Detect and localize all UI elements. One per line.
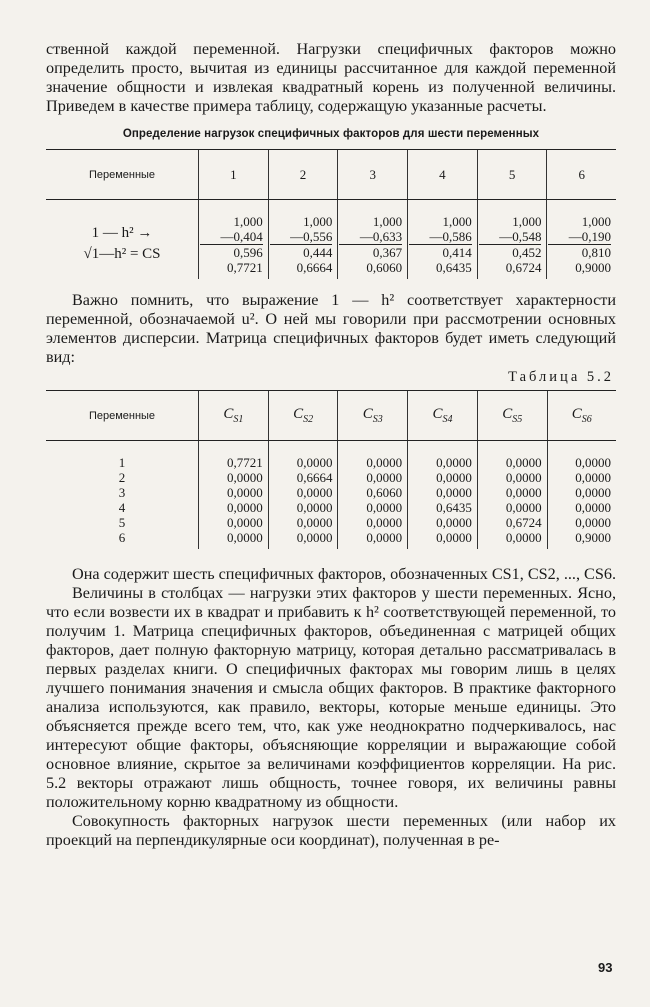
cell-value: 0,9000 xyxy=(575,260,611,275)
cell-value: 0,0000 xyxy=(505,470,542,485)
cell-value: —0,633 xyxy=(339,229,402,245)
table2-cell xyxy=(547,441,616,550)
cell-value: 0,0000 xyxy=(505,485,542,500)
cell-value: 0,6724 xyxy=(505,260,542,275)
cell-value: 0,0000 xyxy=(296,485,333,500)
cell-value: 0,6664 xyxy=(296,260,333,275)
table2-cell xyxy=(338,441,408,550)
cell-value: 0,0000 xyxy=(575,515,611,530)
table1-col-header: 1 xyxy=(199,150,269,200)
table2-cell xyxy=(199,441,269,550)
cell-value: 0,0000 xyxy=(575,470,611,485)
row-label: 1 xyxy=(118,455,126,470)
table2-cell xyxy=(268,441,338,550)
cell-value: 0,810 xyxy=(581,245,611,260)
table1 xyxy=(46,149,616,279)
table2-row-labels xyxy=(46,441,199,550)
row-label: 5 xyxy=(118,515,126,530)
paragraph-intro: ственной каждой переменной. Нагрузки специфичных факторов можно определить просто, вычитая из единицы рассчитанное для каждой переменной значение общности и извлекая квадратный корень из полученной величины. Приведем в качестве примера таблицу, содержащую указанные расчеты. xyxy=(46,40,616,115)
row-label: 3 xyxy=(118,485,126,500)
cell-value: —0,190 xyxy=(548,229,611,245)
table1-cell xyxy=(338,200,408,280)
cell-value: 0,0000 xyxy=(226,530,263,545)
table1-cell xyxy=(408,200,478,280)
paragraph-six-factors: Она содержит шесть специфичных факторов, обозначенных CS1, CS2, ..., CS6. xyxy=(72,565,616,583)
cell-value: —0,548 xyxy=(479,229,542,245)
cell-value: 0,6435 xyxy=(436,260,472,275)
page-number: 93 xyxy=(598,960,613,975)
cell-value: 0,7721 xyxy=(226,455,263,470)
row-label-one-minus-h2: 1 — h² → xyxy=(91,225,153,241)
cell-value: 0,9000 xyxy=(575,530,611,545)
cell-value: 0,0000 xyxy=(366,470,403,485)
table2-col-header: $C_{S3}$ xyxy=(338,391,408,441)
cell-value: 1,000 xyxy=(303,214,333,229)
cell-value: 1,000 xyxy=(442,214,472,229)
cell-value: —0,404 xyxy=(200,229,263,245)
row-label: 2 xyxy=(118,470,126,485)
cell-value: —0,556 xyxy=(270,229,333,245)
table1-header-row xyxy=(46,150,616,200)
paragraph-continuation: Совокупность факторных нагрузок шести переменных (или набор их проекций на перпендикулярные оси координат), полученная в ре- xyxy=(46,812,616,849)
cell-value: 0,0000 xyxy=(366,500,403,515)
cell-value: 0,0000 xyxy=(296,530,333,545)
table2-col-header: $C_{S4}$ xyxy=(408,391,478,441)
cell-value: 0,6060 xyxy=(366,260,403,275)
cell-value: 0,0000 xyxy=(296,500,333,515)
table2-cell xyxy=(477,441,547,550)
cell-value: 0,0000 xyxy=(505,500,542,515)
cell-value: 0,0000 xyxy=(366,530,403,545)
table1-cell xyxy=(547,200,616,280)
cell-value: 0,0000 xyxy=(436,485,472,500)
table1-cell xyxy=(477,200,547,280)
cell-value: 1,000 xyxy=(233,214,263,229)
cell-value: 0,0000 xyxy=(226,470,263,485)
table2-col-header: $C_{S5}$ xyxy=(477,391,547,441)
cell-value: 0,7721 xyxy=(226,260,263,275)
table1-header-label: Переменные xyxy=(46,150,199,200)
table1-col-header: 6 xyxy=(547,150,616,200)
cell-value: 0,0000 xyxy=(575,455,611,470)
row-label-sqrt-cs: √1—h² = CS xyxy=(83,246,161,262)
table1-col-header: 2 xyxy=(268,150,338,200)
table1-row-labels xyxy=(46,200,199,280)
table1-caption: Определение нагрузок специфичных факторов для шести переменных xyxy=(122,128,540,140)
table2-col-header: $C_{S6}$ xyxy=(547,391,616,441)
cell-value: 0,0000 xyxy=(226,515,263,530)
paragraph-loadings: Величины в столбцах — нагрузки этих факторов у шести переменных. Ясно, что если возвести их в квадрат и прибавить к h² соответствующей переменной, то получим 1. Матрица специфичных факторов, объединенная с матрицей общих факторов, дает полную факторную матрицу, которая детально рассматривалась в первых разделах книги. О специфичных факторах мы говорим лишь в целях лучшего понимания значения и смысла общих факторов. В практике факторного анализа используются, как правило, векторы, которые меньше единицы. Это объясняется прежде всего тем, что, как уже неоднократно подчеркивалось, нас интересуют общие факторы, объясняющие корреляции и выражающие собой основное влияние, скрытое за величинами коэффициентов корреляции. На рис. 5.2 векторы отражают лишь общность, точнее говоря, их величины равны положительному корню квадратному из общности. xyxy=(46,584,616,811)
table1-col-header: 3 xyxy=(338,150,408,200)
row-label: 4 xyxy=(118,500,126,515)
cell-value: —0,586 xyxy=(409,229,472,245)
table2-cell xyxy=(408,441,478,550)
cell-value: 0,0000 xyxy=(296,515,333,530)
cell-value: 0,0000 xyxy=(436,530,472,545)
cell-value: 0,0000 xyxy=(505,455,542,470)
cell-value: 0,0000 xyxy=(505,530,542,545)
cell-value: 0,6435 xyxy=(436,500,472,515)
cell-value: 0,596 xyxy=(233,245,263,260)
table2-row xyxy=(46,441,616,550)
cell-value: 1,000 xyxy=(372,214,403,229)
page xyxy=(46,40,616,850)
cell-value: 0,6060 xyxy=(366,485,403,500)
table1-cell xyxy=(268,200,338,280)
table2-caption: Таблица 5.2 xyxy=(508,369,614,385)
cell-value: 0,414 xyxy=(442,245,472,260)
table2-col-header: $C_{S2}$ xyxy=(268,391,338,441)
cell-value: 0,0000 xyxy=(366,515,403,530)
cell-value: 0,0000 xyxy=(366,455,403,470)
paragraph-uniqueness: Важно помнить, что выражение 1 — h² соответствует характерности переменной, обозначаемой u². О ней мы говорили при рассмотрении основных элементов дисперсии. Матрица специфичных факторов будет иметь следующий вид: xyxy=(46,291,616,366)
cell-value: 1,000 xyxy=(512,214,542,229)
cell-value: 0,6664 xyxy=(296,470,333,485)
table1-row xyxy=(46,200,616,280)
cell-value: 0,0000 xyxy=(436,470,472,485)
cell-value: 0,444 xyxy=(303,245,333,260)
row-label: 6 xyxy=(118,530,126,545)
cell-value: 0,6724 xyxy=(505,515,542,530)
cell-value: 0,452 xyxy=(512,245,542,260)
cell-value: 0,367 xyxy=(372,245,403,260)
table1-col-header: 5 xyxy=(477,150,547,200)
table2-header-label: Переменные xyxy=(46,391,199,441)
cell-value: 0,0000 xyxy=(226,500,263,515)
table2 xyxy=(46,390,616,549)
cell-value: 1,000 xyxy=(581,214,611,229)
table2-col-header: $C_{S1}$ xyxy=(199,391,269,441)
table1-cell xyxy=(199,200,269,280)
cell-value: 0,0000 xyxy=(436,455,472,470)
cell-value: 0,0000 xyxy=(226,485,263,500)
table2-header-row xyxy=(46,391,616,441)
cell-value: 0,0000 xyxy=(296,455,333,470)
cell-value: 0,0000 xyxy=(575,485,611,500)
cell-value: 0,0000 xyxy=(436,515,472,530)
cell-value: 0,0000 xyxy=(575,500,611,515)
table1-col-header: 4 xyxy=(408,150,478,200)
